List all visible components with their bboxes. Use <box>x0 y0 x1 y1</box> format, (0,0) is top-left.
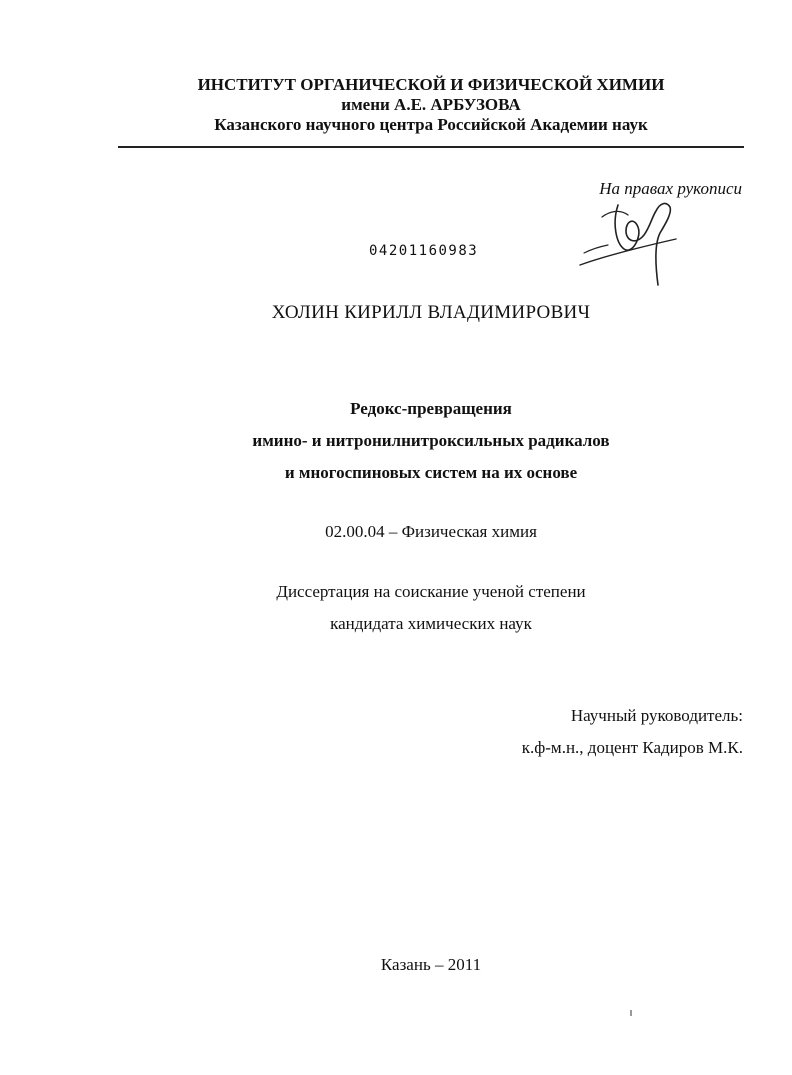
supervisor-name: к.ф-м.н., доцент Кадиров М.К. <box>521 738 743 757</box>
institute-named-after: имени А.Е. АРБУЗОВА <box>341 95 521 114</box>
signature-scribble <box>572 193 692 287</box>
header-divider <box>118 146 744 148</box>
city-year: Казань – 2011 <box>380 955 482 974</box>
author-name: ХОЛИН КИРИЛЛ ВЛАДИМИРОВИЧ <box>271 302 591 323</box>
degree-line-2: кандидата химических наук <box>330 614 532 633</box>
degree-line-1: Диссертация на соискание ученой степени <box>276 582 586 601</box>
title-line-3: и многоспиновых систем на их основе <box>284 463 578 482</box>
academy-name: Казанского научного центра Российской Академии наук <box>214 115 648 134</box>
institute-name: ИНСТИТУТ ОРГАНИЧЕСКОЙ И ФИЗИЧЕСКОЙ ХИМИИ <box>197 75 665 94</box>
supervisor-label: Научный руководитель: <box>570 706 743 725</box>
specialty-code: 02.00.04 – Физическая химия <box>325 522 537 541</box>
title-line-2: имино- и нитронилнитроксильных радикалов <box>252 431 610 450</box>
title-line-1: Редокс-превращения <box>350 399 512 418</box>
manuscript-note: На правах рукописи <box>599 179 742 198</box>
scan-speck <box>630 1010 632 1016</box>
catalog-number: 04201160983 <box>369 243 479 259</box>
